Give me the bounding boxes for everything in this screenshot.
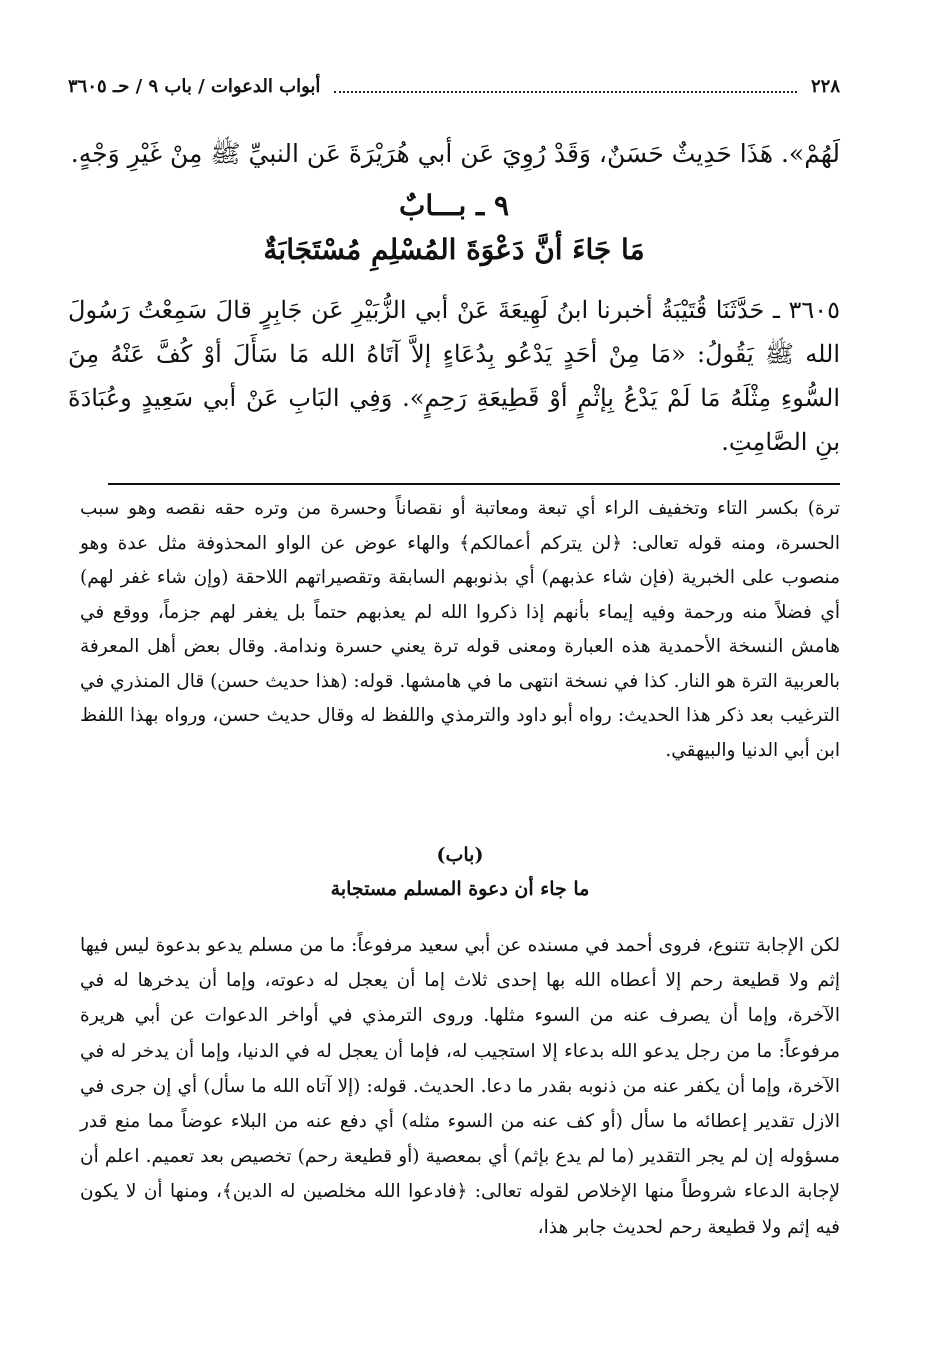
- commentary-section-heading: [80, 838, 840, 906]
- commentary-block-1: ترة) بكسر التاء وتخفيف الراء أي تبعة ومعاتبة أو نقصاناً وحسرة من وتره حقه نقصه وهو سبب الحسرة، ومنه قوله تعالى: ﴿لن يتركم أعمالكم﴾ والهاء عوض عن الواو المحذوفة مثل عدة وهو منصوب على الخبرية (فإن شاء عذبهم) أي بذنوبهم السابقة وتقصيراتهم اللاحقة (وإن شاء غفر لهم) أي فضلاً منه ورحمة وفيه إيماء بأنهم إذا ذكروا الله لم يعذبهم حتماً بل يغفر لهم جزماً، ووقع في هامش النسخة الأحمدية هذه العبارة ومعنى قوله ترة يعني حسرة وندامة. وقال بعض أهل المعرفة بالعربية الترة هو النار. كذا في نسخة انتهى ما في هامشها. قوله: (هذا حديث حسن) قال المنذري في الترغيب بعد ذكر هذا الحديث: رواه أبو داود والترمذي واللفظ له وقال حديث حسن، ورواه بهذا اللفظ ابن أبي الدنيا والبيهقي.: [80, 498, 840, 761]
- running-header: [68, 70, 840, 102]
- chapter-title: مَا جَاءَ أنَّ دَعْوَةَ المُسْلِمِ مُسْتَجَابَةٌ: [263, 233, 645, 266]
- page-main: [68, 70, 840, 464]
- running-title: أبواب الدعوات / باب ٩ / حـ ٣٦٠٥: [68, 75, 321, 97]
- footnote-divider: [108, 483, 840, 485]
- page-number: ٢٢٨: [810, 75, 840, 97]
- chapter-number: ٩ ـ بـــابٌ: [398, 189, 510, 222]
- section-label: (باب): [436, 844, 484, 866]
- commentary-block-2: لكن الإجابة تتنوع، فروى أحمد في مسنده عن أبي سعيد مرفوعاً: ما من مسلم يدعو بدعوة ليس فيها إثم ولا قطيعة رحم إلا أعطاه الله بها إحدى ثلاث إما أن يعجل له دعوته، وإما أن يدخرها له في الآخرة، وإما أن يصرف عنه من السوء مثلها. وروى الترمذي في أواخر الدعوات عن أبي هريرة مرفوعاً: ما من رجل يدعو الله بدعاء إلا استجيب له، فإما أن يعجل له في الدنيا، وإما أن يدخر له في الآخرة، وإما أن يكفر عنه من ذنوبه بقدر ما دعا. الحديث. قوله: (إلا آتاه الله ما سأل) أي إن جرى في الازل تقدير إعطائه ما سأل (أو كف عنه من السوء مثله) أي دفع عنه من البلاء عوضاً مما منع قدر مسؤوله إن لم يجر التقدير (ما لم يدع بإثم) أي بمعصية (أو قطيعة رحم) تخصيص بعد تعميم. اعلم أن لإجابة الدعاء شروطاً منها الإخلاص لقوله تعالى: ﴿فادعوا الله مخلصين له الدين﴾، ومنها أن لا يكون فيه إثم ولا قطيعة رحم لحديث جابر هذا،: [80, 935, 840, 1238]
- section-title: ما جاء أن دعوة المسلم مستجابة: [330, 878, 590, 900]
- hadith-text: ٣٦٠٥ ـ حَدَّثَنَا قُتَيْبَةُ أخبرنا ابنُ لَهِيعَةَ عَنْ أبي الزُّبَيْرِ عَن جَابِرٍ قالَ سَمِعْتُ رَسُولَ الله ﷺ يَقُولُ: «مَا مِنْ أحَدٍ يَدْعُو بِدُعَاءٍ إلاَّ آتَاهُ الله مَا سَأَلَ أوْ كُفَّ عَنْهُ مِنَ السُّوءِ مِثْلَهُ مَا لَمْ يَدْعُ بِإثْمٍ أوْ قَطِيعَةِ رَحِمٍ». وَفِي البَابِ عَنْ أبي سَعِيدٍ وعُبَادَةَ بنِ الصَّامِتِ.: [68, 296, 840, 456]
- header-dotted-leader: [334, 79, 797, 93]
- continuation-text: لَهُمْ». هَذَا حَدِيثٌ حَسَنٌ، وَقَدْ رُوِيَ عَن أبي هُرَيْرَةَ عَن النبيِّ ﷺ مِنْ غَيْرِ وَجْهٍ.: [70, 139, 840, 168]
